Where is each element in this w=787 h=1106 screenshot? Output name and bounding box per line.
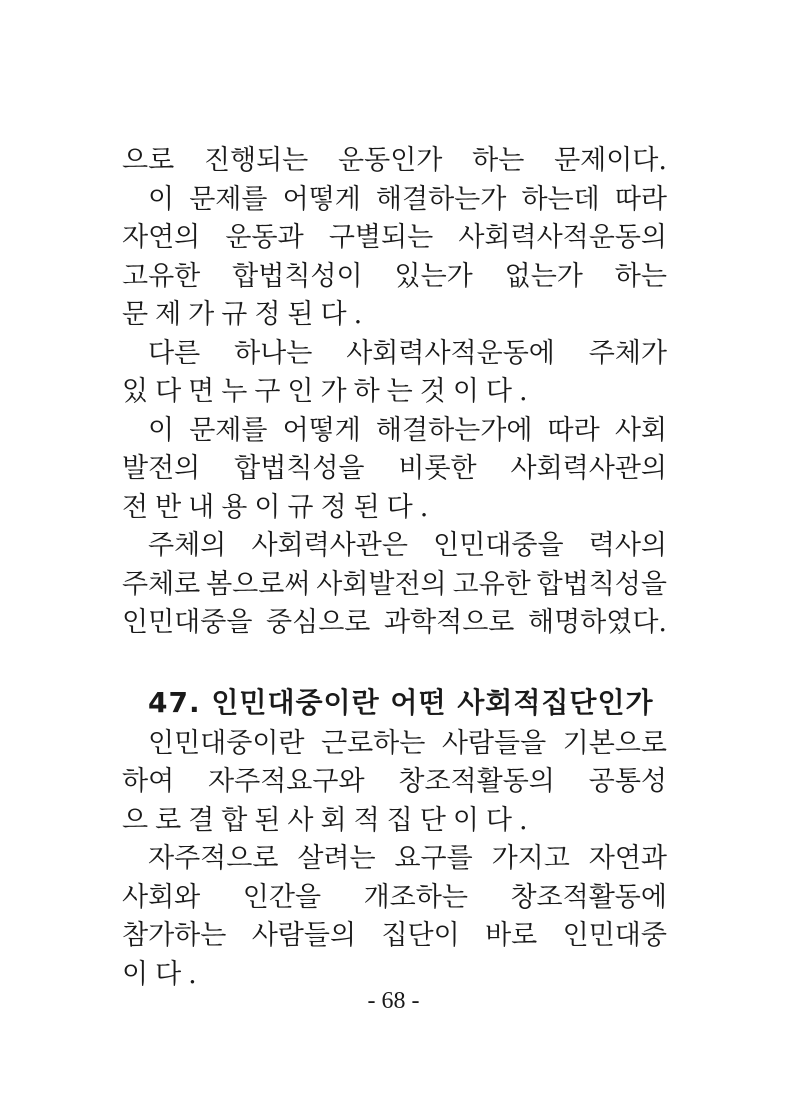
text-line <box>122 763 667 802</box>
paragraph <box>122 527 667 643</box>
word: 으로 <box>122 804 189 836</box>
word: 하는 <box>472 145 525 176</box>
word: 봄으로써 <box>206 568 311 600</box>
text-line <box>122 373 667 412</box>
word: 문제이다. <box>554 145 667 176</box>
word: 인간을 <box>242 881 322 913</box>
word: 사회적집단이다. <box>287 804 535 836</box>
text-line <box>122 489 667 528</box>
word: 살려는 <box>297 843 376 874</box>
word: 창조적활동에 <box>510 881 667 913</box>
word: 진행되는 <box>203 145 309 176</box>
word: 하는것이다. <box>353 376 535 407</box>
word: 합법칙성을 <box>234 453 365 484</box>
word: 자연의 <box>122 222 201 253</box>
word: 사회력사관은 <box>251 530 408 561</box>
word: 공통성 <box>588 766 667 797</box>
word: 요구를 <box>394 843 473 874</box>
word: 하여 <box>122 766 175 797</box>
word: 누구인가 <box>221 376 354 407</box>
text-line <box>122 725 667 764</box>
word: 과학적으로 <box>383 607 515 638</box>
word: 문제가 <box>122 299 222 330</box>
word: 규정된다. <box>287 491 436 523</box>
word: 규정된다. <box>221 299 370 330</box>
word: 집단이 <box>381 920 460 951</box>
word: 하는데 <box>521 183 600 215</box>
word: 해결하는가 <box>375 183 507 215</box>
word: 다른 <box>148 337 201 369</box>
word: 사회력사관의 <box>510 453 667 484</box>
word: 가지고 <box>491 843 570 874</box>
page-number: - 68 - <box>367 988 420 1014</box>
word: 합법칙성이 <box>232 260 363 292</box>
word: 인민대중 <box>562 920 667 951</box>
text-line <box>122 527 667 566</box>
word: 창조적활동의 <box>398 766 555 797</box>
text-line <box>122 335 667 374</box>
page-body <box>122 142 667 994</box>
word: 사람들을 <box>441 727 547 759</box>
word: 따라 <box>547 414 600 446</box>
text-line <box>122 802 667 841</box>
word: 자연과 <box>588 843 667 874</box>
word: 문제를 <box>189 183 268 215</box>
word: 결합된 <box>188 804 288 836</box>
word: 전반내용이 <box>122 491 288 523</box>
word: 이다. <box>122 958 204 990</box>
word: 구별되는 <box>328 222 434 253</box>
word: 바로 <box>485 920 538 951</box>
word: 고유한 <box>452 568 531 600</box>
word: 있는가 <box>394 260 473 292</box>
word: 이 <box>148 414 175 446</box>
word: 해명하였다. <box>528 607 667 638</box>
word: 사회력사적운동에 <box>346 337 555 369</box>
text-line <box>122 917 667 956</box>
word: 고유한 <box>122 260 201 292</box>
word: 사회와 <box>122 881 201 913</box>
text-line <box>122 840 667 879</box>
paragraph <box>122 725 667 841</box>
text-line <box>122 142 667 181</box>
word: 사회력사적운동의 <box>458 222 667 253</box>
word: 어떻게 <box>282 414 361 446</box>
word: 하는 <box>614 260 667 292</box>
word: 발전의 <box>122 453 201 484</box>
word: 개조하는 <box>363 881 468 913</box>
text-block-before-heading <box>122 142 667 643</box>
word: 따라 <box>614 183 667 215</box>
word: 사회발전의 <box>316 568 447 600</box>
word: 하나는 <box>234 337 313 369</box>
word: 어떻게 <box>282 183 361 215</box>
text-line <box>122 219 667 258</box>
word: 기본으로 <box>562 727 667 759</box>
word: 합법칙성을 <box>536 568 667 600</box>
word: 자주적요구와 <box>208 766 365 797</box>
text-line <box>122 604 667 643</box>
word: 자주적으로 <box>148 843 279 874</box>
word: 사회 <box>614 414 667 446</box>
paragraph <box>122 335 667 412</box>
paragraph <box>122 412 667 528</box>
word: 인민대중을 <box>433 530 564 561</box>
word: 이 <box>148 183 175 215</box>
text-line <box>122 181 667 220</box>
word: 력사의 <box>588 530 667 561</box>
word: 근로하는 <box>321 727 426 759</box>
text-line <box>122 258 667 297</box>
word: 주체로 <box>122 568 201 600</box>
text-line <box>122 450 667 489</box>
word: 중심으로 <box>266 607 371 638</box>
text-line <box>122 566 667 605</box>
word: 있다면 <box>122 376 222 407</box>
word: 주체의 <box>148 530 227 561</box>
paragraph <box>122 181 667 335</box>
word: 해결하는가에 <box>375 414 533 446</box>
word: 인민대중이란 <box>148 727 305 759</box>
word: 운동과 <box>225 222 304 253</box>
paragraph <box>122 142 667 181</box>
word: 운동인가 <box>338 145 443 176</box>
word: 문제를 <box>189 414 268 446</box>
text-line <box>122 412 667 451</box>
word: 없는가 <box>504 260 583 292</box>
word: 으로 <box>122 145 175 176</box>
word: 사람들의 <box>251 920 357 951</box>
word: 참가하는 <box>122 920 227 951</box>
text-line <box>122 879 667 918</box>
paragraph <box>122 840 667 994</box>
word: 인민대중을 <box>122 607 253 638</box>
word: 비롯한 <box>398 453 477 484</box>
text-block-after-heading <box>122 725 667 995</box>
text-line <box>122 296 667 335</box>
section-heading: 47. 인민대중이란 어떤 사회적집단인가 <box>148 685 654 719</box>
word: 주체가 <box>588 337 667 369</box>
